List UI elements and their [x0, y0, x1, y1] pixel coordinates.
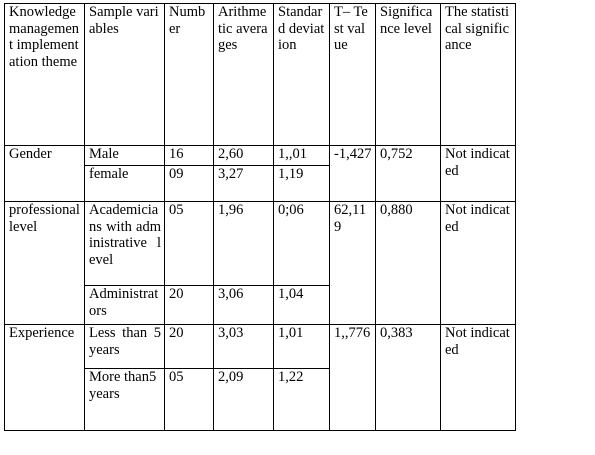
significance-level-cell: 0,383: [376, 325, 441, 431]
table-row: [5, 202, 516, 286]
mean-cell: 3,06: [214, 286, 274, 325]
statistics-table-container: [4, 3, 516, 431]
variable-cell: Academicians with administrative level: [85, 202, 165, 286]
std-cell: 1,22: [274, 369, 330, 431]
t-value-cell: -1,427: [330, 146, 376, 202]
std-cell: 0;06: [274, 202, 330, 286]
header-theme: Knowledge management implementation theme: [5, 4, 85, 146]
number-cell: 16: [165, 146, 214, 166]
table-row: [5, 325, 516, 369]
variable-cell: Male: [85, 146, 165, 166]
theme-cell: Gender: [5, 146, 85, 202]
number-cell: 05: [165, 202, 214, 286]
number-cell: 20: [165, 325, 214, 369]
mean-cell: 2,60: [214, 146, 274, 166]
header-arithmetic-averages: Arithmetic averages: [214, 4, 274, 146]
variable-cell: female: [85, 166, 165, 202]
header-statistical-significance: The statistical significance: [441, 4, 516, 146]
significance-level-cell: 0,880: [376, 202, 441, 325]
header-row: [5, 4, 516, 146]
header-standard-deviation: Standard deviation: [274, 4, 330, 146]
t-test-results-table: [4, 3, 516, 431]
std-cell: 1,01: [274, 325, 330, 369]
header-t-test-value: T– Test value: [330, 4, 376, 146]
header-number: Number: [165, 4, 214, 146]
mean-cell: 1,96: [214, 202, 274, 286]
statistical-significance-cell: Not indicated: [441, 202, 516, 325]
theme-cell: Experience: [5, 325, 85, 431]
statistical-significance-cell: Not indicated: [441, 325, 516, 431]
header-sample-variables: Sample variables: [85, 4, 165, 146]
statistical-significance-cell: Not indicated: [441, 146, 516, 202]
std-cell: 1,19: [274, 166, 330, 202]
t-value-cell: 62,119: [330, 202, 376, 325]
header-significance-level: Significance level: [376, 4, 441, 146]
table-row: [5, 146, 516, 166]
theme-cell: professional level: [5, 202, 85, 325]
std-cell: 1,04: [274, 286, 330, 325]
variable-cell: Less than 5 years: [85, 325, 165, 369]
mean-cell: 3,27: [214, 166, 274, 202]
t-value-cell: 1,,776: [330, 325, 376, 431]
std-cell: 1,,01: [274, 146, 330, 166]
number-cell: 20: [165, 286, 214, 325]
variable-cell: More than5 years: [85, 369, 165, 431]
mean-cell: 2,09: [214, 369, 274, 431]
significance-level-cell: 0,752: [376, 146, 441, 202]
mean-cell: 3,03: [214, 325, 274, 369]
number-cell: 09: [165, 166, 214, 202]
number-cell: 05: [165, 369, 214, 431]
variable-cell: Administrators: [85, 286, 165, 325]
